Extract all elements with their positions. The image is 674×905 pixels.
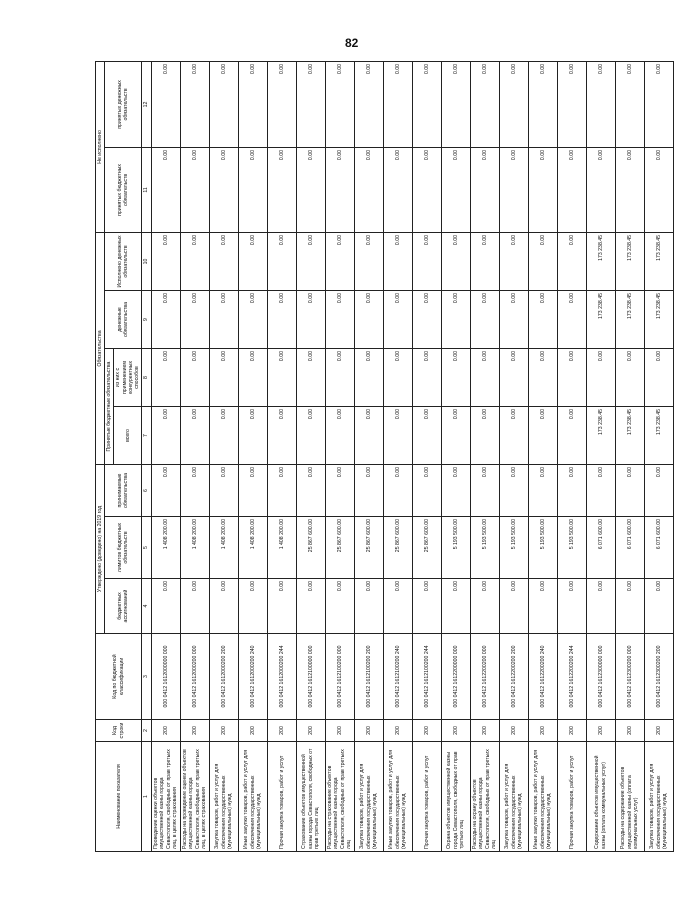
column-number: 7 <box>142 407 151 465</box>
monetary-obligations-cell: 173 238.45 <box>586 291 615 349</box>
monetary-obligations-cell: 0.00 <box>296 291 325 349</box>
column-number: 8 <box>142 349 151 407</box>
accepted-obligations-cell: 0.00 <box>557 465 586 517</box>
row-code-cell: 200 <box>644 720 673 742</box>
budget-allocations-cell: 0.00 <box>557 579 586 634</box>
executed-monetary-cell: 173 238.45 <box>586 232 615 290</box>
budget-code-cell: 000 0412 1612200200 240 <box>528 634 557 720</box>
budget-code-cell: 000 0412 1612200200 200 <box>499 634 528 720</box>
table-row <box>528 61 557 851</box>
column-number: 5 <box>142 517 151 579</box>
not-executed-budget-cell: 0.00 <box>528 147 557 232</box>
row-code-cell: 200 <box>586 720 615 742</box>
budget-allocations-cell: 0.00 <box>151 579 180 634</box>
monetary-obligations-cell: 0.00 <box>441 291 470 349</box>
not-executed-budget-cell: 0.00 <box>615 147 644 232</box>
table-row <box>383 61 412 851</box>
budget-allocations-cell: 0.00 <box>296 579 325 634</box>
obligations-competitive-cell: 0.00 <box>209 349 238 407</box>
row-code-cell: 200 <box>557 720 586 742</box>
not-executed-monetary-cell: 0.00 <box>238 61 267 147</box>
table-row <box>499 61 528 851</box>
monetary-obligations-cell: 0.00 <box>499 291 528 349</box>
row-name: Закупка товаров, работ и услуг для обеспечения государственных (муниципальных) нужд <box>499 742 528 852</box>
budget-code-cell: 000 0412 1612300200 000 <box>615 634 644 720</box>
obligations-total-cell: 0.00 <box>441 407 470 465</box>
accepted-obligations-cell: 0.00 <box>325 465 354 517</box>
accepted-obligations-cell: 0.00 <box>470 465 499 517</box>
budget-code-cell: 000 0412 1612200200 244 <box>557 634 586 720</box>
row-name: Иные закупки товаров, работ и услуг для обеспечения государственных (муниципальных) нужд <box>383 742 412 852</box>
obligations-total-cell: 0.00 <box>354 407 383 465</box>
table-row <box>180 61 209 851</box>
obligations-competitive-cell: 0.00 <box>296 349 325 407</box>
not-executed-budget-cell: 0.00 <box>180 147 209 232</box>
limits-cell: 25 867 600.00 <box>383 517 412 579</box>
budget-code-cell: 000 0412 1612000200 240 <box>238 634 267 720</box>
table-row <box>238 61 267 851</box>
row-name: Охрана объектов имущественной казны города Севастополя, свободных от прав третьих лиц <box>441 742 470 852</box>
row-code-cell: 200 <box>528 720 557 742</box>
budget-allocations-cell: 0.00 <box>209 579 238 634</box>
budget-code-cell: 000 0412 1612000200 000 <box>180 634 209 720</box>
obligations-total-cell: 0.00 <box>528 407 557 465</box>
monetary-obligations-cell: 173 238.45 <box>644 291 673 349</box>
table-row <box>151 61 180 851</box>
limits-cell: 5 193 500.00 <box>499 517 528 579</box>
budget-allocations-cell: 0.00 <box>267 579 296 634</box>
executed-monetary-cell: 0.00 <box>325 232 354 290</box>
not-executed-monetary-cell: 0.00 <box>528 61 557 147</box>
not-executed-monetary-cell: 0.00 <box>615 61 644 147</box>
not-executed-monetary-cell: 0.00 <box>557 61 586 147</box>
accepted-obligations-cell: 0.00 <box>383 465 412 517</box>
executed-monetary-cell: 0.00 <box>528 232 557 290</box>
not-executed-monetary-cell: 0.00 <box>296 61 325 147</box>
obligations-total-cell: 0.00 <box>470 407 499 465</box>
row-code-cell: 200 <box>615 720 644 742</box>
not-executed-budget-cell: 0.00 <box>209 147 238 232</box>
obligations-total-cell: 173 238.45 <box>586 407 615 465</box>
row-name: Прочая закупка товаров, работ и услуг <box>412 742 441 852</box>
obligations-competitive-cell: 0.00 <box>151 349 180 407</box>
budget-code-cell: 000 0412 1612100200 000 <box>325 634 354 720</box>
not-executed-budget-cell: 0.00 <box>267 147 296 232</box>
limits-cell: 5 193 500.00 <box>470 517 499 579</box>
limits-cell: 5 193 500.00 <box>557 517 586 579</box>
table-row <box>209 61 238 851</box>
header-approved: Утверждено (доведено) на 2019 год <box>96 465 105 634</box>
budget-execution-table <box>95 61 674 852</box>
monetary-obligations-cell: 0.00 <box>354 291 383 349</box>
not-executed-monetary-cell: 0.00 <box>151 61 180 147</box>
limits-cell: 25 867 600.00 <box>412 517 441 579</box>
row-code-cell: 200 <box>180 720 209 742</box>
column-number: 10 <box>142 232 151 290</box>
not-executed-monetary-cell: 0.00 <box>209 61 238 147</box>
not-executed-monetary-cell: 0.00 <box>586 61 615 147</box>
column-number: 12 <box>142 61 151 147</box>
table-body <box>151 61 673 851</box>
obligations-total-cell: 0.00 <box>412 407 441 465</box>
monetary-obligations-cell: 0.00 <box>267 291 296 349</box>
obligations-competitive-cell: 0.00 <box>383 349 412 407</box>
table-row <box>586 61 615 851</box>
accepted-obligations-cell: 0.00 <box>209 465 238 517</box>
monetary-obligations-cell: 0.00 <box>528 291 557 349</box>
not-executed-budget-cell: 0.00 <box>586 147 615 232</box>
not-executed-monetary-cell: 0.00 <box>354 61 383 147</box>
accepted-obligations-cell: 0.00 <box>180 465 209 517</box>
limits-cell: 25 867 600.00 <box>354 517 383 579</box>
header-accepted-budget-obligations: Принятые бюджетные обязательства <box>105 349 114 465</box>
executed-monetary-cell: 173 238.45 <box>644 232 673 290</box>
executed-monetary-cell: 0.00 <box>354 232 383 290</box>
row-code-cell: 200 <box>441 720 470 742</box>
budget-code-cell: 000 0412 1612100200 240 <box>383 634 412 720</box>
executed-monetary-cell: 0.00 <box>238 232 267 290</box>
accepted-obligations-cell: 0.00 <box>644 465 673 517</box>
row-name: Расходы на проведение оценки объектов имущественной казны города Севастополя, свободных от прав третьих лиц, в целях страхования <box>180 742 209 852</box>
obligations-competitive-cell: 0.00 <box>238 349 267 407</box>
budget-allocations-cell: 0.00 <box>238 579 267 634</box>
not-executed-monetary-cell: 0.00 <box>441 61 470 147</box>
column-number: 1 <box>142 742 151 852</box>
executed-monetary-cell: 0.00 <box>267 232 296 290</box>
executed-monetary-cell: 173 238.45 <box>615 232 644 290</box>
obligations-competitive-cell: 0.00 <box>644 349 673 407</box>
header-name: Наименование показателя <box>96 742 142 852</box>
obligations-total-cell: 173 238.45 <box>644 407 673 465</box>
row-code-cell: 200 <box>383 720 412 742</box>
accepted-obligations-cell: 0.00 <box>151 465 180 517</box>
monetary-obligations-cell: 0.00 <box>325 291 354 349</box>
monetary-obligations-cell: 0.00 <box>412 291 441 349</box>
header-limits: лимитов бюджетных обязательств <box>105 517 142 579</box>
monetary-obligations-cell: 173 238.45 <box>615 291 644 349</box>
budget-allocations-cell: 0.00 <box>383 579 412 634</box>
obligations-competitive-cell: 0.00 <box>441 349 470 407</box>
not-executed-monetary-cell: 0.00 <box>325 61 354 147</box>
rotated-table-wrapper <box>95 62 668 852</box>
budget-allocations-cell: 0.00 <box>615 579 644 634</box>
obligations-competitive-cell: 0.00 <box>267 349 296 407</box>
row-code-cell: 200 <box>267 720 296 742</box>
not-executed-budget-cell: 0.00 <box>383 147 412 232</box>
budget-code-cell: 000 0412 1612000200 200 <box>209 634 238 720</box>
budget-allocations-cell: 0.00 <box>644 579 673 634</box>
page-number: 82 <box>345 36 359 50</box>
not-executed-budget-cell: 0.00 <box>412 147 441 232</box>
budget-allocations-cell: 0.00 <box>325 579 354 634</box>
row-code-cell: 200 <box>209 720 238 742</box>
table-row <box>412 61 441 851</box>
obligations-total-cell: 0.00 <box>238 407 267 465</box>
table-row <box>615 61 644 851</box>
budget-code-cell: 000 0412 1612300200 200 <box>644 634 673 720</box>
limits-cell: 6 071 600.00 <box>615 517 644 579</box>
obligations-competitive-cell: 0.00 <box>354 349 383 407</box>
executed-monetary-cell: 0.00 <box>412 232 441 290</box>
obligations-total-cell: 0.00 <box>383 407 412 465</box>
obligations-competitive-cell: 0.00 <box>615 349 644 407</box>
obligations-competitive-cell: 0.00 <box>325 349 354 407</box>
row-name: Закупка товаров, работ и услуг для обеспечения государственных (муниципальных) нужд <box>354 742 383 852</box>
budget-code-cell: 000 0412 1612200200 000 <box>470 634 499 720</box>
monetary-obligations-cell: 0.00 <box>470 291 499 349</box>
not-executed-monetary-cell: 0.00 <box>644 61 673 147</box>
budget-allocations-cell: 0.00 <box>586 579 615 634</box>
not-executed-budget-cell: 0.00 <box>151 147 180 232</box>
obligations-competitive-cell: 0.00 <box>470 349 499 407</box>
obligations-competitive-cell: 0.00 <box>412 349 441 407</box>
budget-allocations-cell: 0.00 <box>470 579 499 634</box>
monetary-obligations-cell: 0.00 <box>209 291 238 349</box>
row-name: Расходы на страхование объектов имущественной казны города Севастополя, свободных от прав третьих лиц <box>325 742 354 852</box>
header-budget-code: Код по бюджетной классификации <box>96 634 142 720</box>
budget-allocations-cell: 0.00 <box>528 579 557 634</box>
row-code-cell: 200 <box>354 720 383 742</box>
budget-code-cell: 000 0412 1612000200 244 <box>267 634 296 720</box>
limits-cell: 1 408 200.00 <box>267 517 296 579</box>
header-executed-monetary: Исполнено денежных обязательств <box>105 232 142 290</box>
obligations-competitive-cell: 0.00 <box>499 349 528 407</box>
limits-cell: 1 408 200.00 <box>238 517 267 579</box>
not-executed-monetary-cell: 0.00 <box>499 61 528 147</box>
column-number-row <box>142 61 151 851</box>
header-accepted-obligations: принимаемые обязательства <box>105 465 142 517</box>
accepted-obligations-cell: 0.00 <box>296 465 325 517</box>
row-name: Прочая закупка товаров, работ и услуг <box>557 742 586 852</box>
limits-cell: 1 408 200.00 <box>180 517 209 579</box>
budget-code-cell: 000 0412 1612000000 000 <box>151 634 180 720</box>
header-competitive: из них с применением конкурентных способов <box>114 349 142 407</box>
accepted-obligations-cell: 0.00 <box>412 465 441 517</box>
not-executed-budget-cell: 0.00 <box>354 147 383 232</box>
not-executed-budget-cell: 0.00 <box>499 147 528 232</box>
row-name: Страхование объектов имущественной казны города Севастополя, свободных от прав третьих лиц <box>296 742 325 852</box>
row-code-cell: 200 <box>499 720 528 742</box>
table-row <box>470 61 499 851</box>
header-obligations: Обязательства <box>96 232 105 464</box>
limits-cell: 1 408 200.00 <box>151 517 180 579</box>
obligations-competitive-cell: 0.00 <box>180 349 209 407</box>
monetary-obligations-cell: 0.00 <box>180 291 209 349</box>
obligations-total-cell: 0.00 <box>499 407 528 465</box>
column-number: 11 <box>142 147 151 232</box>
obligations-total-cell: 0.00 <box>557 407 586 465</box>
executed-monetary-cell: 0.00 <box>441 232 470 290</box>
header-budget-allocations: бюджетных ассигнований <box>105 579 142 634</box>
header-accepted-budget: принятых бюджетных обязательств <box>105 147 142 232</box>
obligations-competitive-cell: 0.00 <box>586 349 615 407</box>
obligations-competitive-cell: 0.00 <box>557 349 586 407</box>
budget-allocations-cell: 0.00 <box>180 579 209 634</box>
obligations-total-cell: 0.00 <box>296 407 325 465</box>
executed-monetary-cell: 0.00 <box>499 232 528 290</box>
column-number: 6 <box>142 465 151 517</box>
row-name: Закупка товаров, работ и услуг для обеспечения государственных (муниципальных) нужд <box>644 742 673 852</box>
limits-cell: 1 408 200.00 <box>209 517 238 579</box>
budget-code-cell: 000 0412 1612300000 000 <box>586 634 615 720</box>
table-row <box>267 61 296 851</box>
budget-code-cell: 000 0412 1612200000 000 <box>441 634 470 720</box>
not-executed-budget-cell: 0.00 <box>441 147 470 232</box>
obligations-total-cell: 0.00 <box>209 407 238 465</box>
not-executed-budget-cell: 0.00 <box>296 147 325 232</box>
limits-cell: 25 867 600.00 <box>296 517 325 579</box>
column-number: 3 <box>142 634 151 720</box>
row-name: Иные закупки товаров, работ и услуг для обеспечения государственных (муниципальных) нужд <box>528 742 557 852</box>
column-number: 4 <box>142 579 151 634</box>
accepted-obligations-cell: 0.00 <box>528 465 557 517</box>
obligations-total-cell: 0.00 <box>325 407 354 465</box>
row-code-cell: 200 <box>296 720 325 742</box>
limits-cell: 6 071 600.00 <box>644 517 673 579</box>
executed-monetary-cell: 0.00 <box>151 232 180 290</box>
not-executed-budget-cell: 0.00 <box>470 147 499 232</box>
obligations-total-cell: 0.00 <box>267 407 296 465</box>
row-name: Проведение оценки объектов имущественной казны города Севастополя, свободных от прав третьих лиц, в целях страхования <box>151 742 180 852</box>
budget-code-cell: 000 0412 1612100000 000 <box>296 634 325 720</box>
accepted-obligations-cell: 0.00 <box>267 465 296 517</box>
monetary-obligations-cell: 0.00 <box>151 291 180 349</box>
accepted-obligations-cell: 0.00 <box>238 465 267 517</box>
accepted-obligations-cell: 0.00 <box>441 465 470 517</box>
not-executed-budget-cell: 0.00 <box>644 147 673 232</box>
limits-cell: 5 193 500.00 <box>528 517 557 579</box>
accepted-obligations-cell: 0.00 <box>615 465 644 517</box>
not-executed-monetary-cell: 0.00 <box>180 61 209 147</box>
accepted-obligations-cell: 0.00 <box>586 465 615 517</box>
row-code-cell: 200 <box>412 720 441 742</box>
budget-code-cell: 000 0412 1612100200 200 <box>354 634 383 720</box>
table-row <box>557 61 586 851</box>
row-name: Содержание объектов имущественной казны (оплата коммунальных услуг) <box>586 742 615 852</box>
obligations-total-cell: 0.00 <box>180 407 209 465</box>
table-row <box>441 61 470 851</box>
row-name: Прочая закупка товаров, работ и услуг <box>267 742 296 852</box>
table-row <box>296 61 325 851</box>
budget-code-cell: 000 0412 1612100200 244 <box>412 634 441 720</box>
executed-monetary-cell: 0.00 <box>296 232 325 290</box>
budget-allocations-cell: 0.00 <box>499 579 528 634</box>
header-monetary-obligations: денежные обязательства <box>105 291 142 349</box>
table-row <box>325 61 354 851</box>
budget-allocations-cell: 0.00 <box>441 579 470 634</box>
budget-allocations-cell: 0.00 <box>354 579 383 634</box>
row-code-cell: 200 <box>325 720 354 742</box>
monetary-obligations-cell: 0.00 <box>557 291 586 349</box>
obligations-competitive-cell: 0.00 <box>528 349 557 407</box>
not-executed-budget-cell: 0.00 <box>325 147 354 232</box>
row-name: Иные закупки товаров, работ и услуг для обеспечения государственных (муниципальных) нужд <box>238 742 267 852</box>
accepted-obligations-cell: 0.00 <box>354 465 383 517</box>
row-name: Расходы на содержание объектов имущественной казны (оплата коммунальных услуг) <box>615 742 644 852</box>
header-not-executed: Не исполнено <box>96 61 105 232</box>
row-code-cell: 200 <box>151 720 180 742</box>
not-executed-budget-cell: 0.00 <box>557 147 586 232</box>
limits-cell: 6 071 600.00 <box>586 517 615 579</box>
accepted-obligations-cell: 0.00 <box>499 465 528 517</box>
executed-monetary-cell: 0.00 <box>470 232 499 290</box>
monetary-obligations-cell: 0.00 <box>238 291 267 349</box>
monetary-obligations-cell: 0.00 <box>383 291 412 349</box>
row-name: Расходы на охрану объектов имущественной казны города Севастополя, свободных от прав третьих лиц <box>470 742 499 852</box>
header-total: всего <box>114 407 142 465</box>
executed-monetary-cell: 0.00 <box>180 232 209 290</box>
rotated-table-container <box>95 62 668 852</box>
budget-allocations-cell: 0.00 <box>412 579 441 634</box>
obligations-total-cell: 0.00 <box>151 407 180 465</box>
executed-monetary-cell: 0.00 <box>557 232 586 290</box>
limits-cell: 5 193 500.00 <box>441 517 470 579</box>
header-row-code: Код строки <box>96 720 142 742</box>
table-row <box>644 61 673 851</box>
not-executed-monetary-cell: 0.00 <box>412 61 441 147</box>
not-executed-monetary-cell: 0.00 <box>267 61 296 147</box>
row-name: Закупка товаров, работ и услуг для обеспечения государственных (муниципальных) нужд <box>209 742 238 852</box>
not-executed-budget-cell: 0.00 <box>238 147 267 232</box>
row-code-cell: 200 <box>470 720 499 742</box>
row-code-cell: 200 <box>238 720 267 742</box>
table-row <box>354 61 383 851</box>
header-accepted-monetary: принятых денежных обязательств <box>105 61 142 147</box>
column-number: 2 <box>142 720 151 742</box>
executed-monetary-cell: 0.00 <box>209 232 238 290</box>
limits-cell: 25 867 600.00 <box>325 517 354 579</box>
not-executed-monetary-cell: 0.00 <box>470 61 499 147</box>
executed-monetary-cell: 0.00 <box>383 232 412 290</box>
obligations-total-cell: 173 238.45 <box>615 407 644 465</box>
not-executed-monetary-cell: 0.00 <box>383 61 412 147</box>
column-number: 9 <box>142 291 151 349</box>
